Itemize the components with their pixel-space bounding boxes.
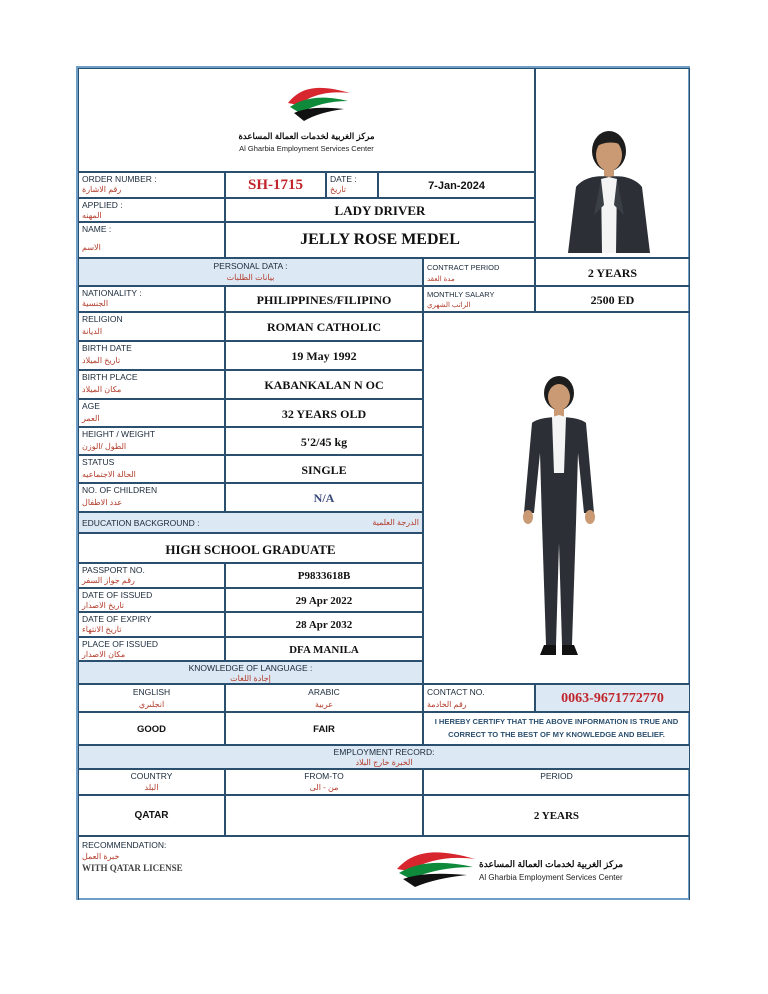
application-form	[76, 66, 690, 900]
height-weight-label-ar: الطول /الوزن	[82, 442, 127, 451]
date-expiry-label-ar: تاريخ الانتهاء	[82, 625, 122, 634]
date-issued-label-ar: تاريخ الاصدار	[82, 601, 125, 610]
birth-place-value: KABANKALAN N OC	[264, 378, 384, 392]
country-label-ar: البلد	[144, 783, 159, 792]
birth-date-label-ar: تاريخ الميلاد	[82, 356, 121, 365]
age-value: 32 YEARS OLD	[281, 407, 367, 421]
passport-label-cell	[78, 637, 225, 661]
footer-logo-english-text: Al Gharbia Employment Services Center	[479, 873, 623, 882]
place-issued-label-ar: مكان الاصدار	[82, 650, 126, 659]
religion-value: ROMAN CATHOLIC	[266, 320, 382, 334]
passport-label-cell	[78, 588, 225, 612]
date-expiry-value: 28 Apr 2032	[295, 619, 353, 631]
certification-cell	[423, 712, 690, 745]
recommendation-label: RECOMMENDATION:	[82, 840, 167, 850]
logo-english-text: Al Gharbia Employment Services Center	[239, 144, 374, 153]
fromto-label-ar: من - الى	[309, 783, 339, 792]
place-issued-value: DFA MANILA	[289, 644, 359, 656]
passport-value-cell	[225, 612, 423, 637]
name-label-ar: الاسم	[82, 243, 101, 252]
period-header-cell	[423, 769, 690, 795]
height-weight-value: 5'2/45 kg	[300, 435, 348, 449]
employment-country-value: QATAR	[134, 810, 169, 821]
period-label: PERIOD	[540, 771, 573, 781]
children-label: NO. OF CHILDREN	[82, 485, 158, 495]
company-logo-icon	[284, 83, 354, 125]
date-issued-value: 29 Apr 2022	[295, 595, 353, 607]
salary-label: MONTHLY SALARY	[427, 290, 495, 299]
education-label-ar: الدرجة العلمية	[372, 518, 419, 527]
certification-line-1: I HEREBY CERTIFY THAT THE ABOVE INFORMATION IS TRUE AND	[434, 717, 679, 726]
salary-value-cell	[535, 286, 690, 312]
language-label: KNOWLEDGE OF LANGUAGE :	[188, 663, 313, 673]
table-row	[78, 795, 225, 836]
english-value: GOOD	[136, 724, 167, 735]
salary-label-ar: الراتب الشهري	[427, 302, 471, 309]
age-label-ar: العمر	[82, 414, 100, 423]
applied-value: LADY DRIVER	[334, 203, 426, 218]
arabic-label: ARABIC	[308, 687, 340, 697]
recommendation-cell	[78, 836, 690, 900]
name-label: NAME :	[82, 224, 112, 234]
age-label: AGE	[82, 401, 100, 411]
education-header	[78, 512, 423, 533]
table-row	[423, 795, 690, 836]
religion-label-ar: الديانة	[82, 327, 103, 336]
field-value-cell	[225, 399, 423, 427]
passport-value-cell	[225, 588, 423, 612]
passport-no-label: PASSPORT NO.	[82, 565, 145, 575]
arabic-value-cell	[225, 712, 423, 745]
height-weight-label: HEIGHT / WEIGHT	[82, 429, 156, 439]
english-header-cell	[78, 684, 225, 712]
field-value-cell	[225, 341, 423, 370]
language-label-ar: إجادة اللغات	[230, 674, 271, 683]
order-number-value: SH-1715	[247, 177, 303, 193]
education-value-cell	[78, 533, 423, 563]
order-number-label-ar: رقم الاشارة	[82, 185, 122, 194]
nationality-label: NATIONALITY :	[82, 288, 142, 298]
recommendation-value: WITH QATAR LICENSE	[82, 863, 183, 873]
footer-logo-arabic-text: مركز الغربية لخدمات العمالة المساعدة	[479, 859, 624, 869]
contract-value-cell	[535, 258, 690, 286]
applicant-photo-portrait	[554, 125, 664, 253]
date-label: DATE :	[330, 174, 357, 184]
english-label-ar: انجلىري	[138, 700, 165, 709]
contract-label-ar: مدة العقد	[427, 276, 455, 283]
order-number-label-cell	[78, 172, 225, 198]
status-value: SINGLE	[301, 463, 347, 477]
field-value-cell	[225, 312, 423, 341]
personal-data-header	[78, 258, 423, 286]
recommendation-label-ar: خبرة العمل	[82, 852, 120, 861]
applied-value-cell	[225, 198, 535, 222]
field-label-cell	[78, 455, 225, 483]
personal-data-label-ar: بيانات الطلبات	[226, 273, 275, 282]
employment-label-ar: الخبرة خارج البلاد	[355, 758, 413, 767]
status-label-ar: الحالة الاجتماعيه	[82, 470, 136, 479]
employment-label: EMPLOYMENT RECORD:	[333, 747, 435, 757]
date-expiry-label: DATE OF EXPIRY	[82, 614, 152, 624]
arabic-label-ar: عربية	[314, 700, 334, 709]
date-label-ar: تاريخ	[330, 185, 346, 194]
date-issued-label: DATE OF ISSUED	[82, 590, 153, 600]
field-value-cell	[225, 427, 423, 455]
field-label-cell	[78, 427, 225, 455]
fromto-header-cell	[225, 769, 423, 795]
field-value-cell	[225, 483, 423, 512]
field-value-cell	[225, 286, 423, 312]
passport-value-cell	[225, 563, 423, 588]
passport-no-label-ar: رقم جواز السفر	[82, 576, 135, 585]
date-value-cell	[378, 172, 535, 198]
field-label-cell	[78, 312, 225, 341]
country-label: COUNTRY	[130, 771, 173, 781]
country-header-cell	[78, 769, 225, 795]
applicant-photo-full-body	[504, 373, 614, 673]
logo-arabic-text: مركز الغربية لخدمات العمالة المساعدة	[238, 131, 375, 141]
field-label-cell	[78, 286, 225, 312]
salary-value: 2500 ED	[590, 293, 635, 307]
field-label-cell	[78, 370, 225, 399]
passport-label-cell	[78, 612, 225, 637]
english-value-cell	[78, 712, 225, 745]
contact-value-cell	[535, 684, 690, 712]
order-number-value-cell	[225, 172, 326, 198]
footer-logo-icon	[393, 847, 479, 891]
contact-value: 0063-9671772770	[561, 691, 664, 706]
birth-date-label: BIRTH DATE	[82, 343, 132, 353]
employment-header	[78, 745, 690, 769]
birth-place-label: BIRTH PLACE	[82, 372, 138, 382]
applied-label-cell	[78, 198, 225, 222]
contract-label: CONTRACT PERIOD	[427, 263, 500, 272]
field-value-cell	[225, 370, 423, 399]
certification-line-2: CORRECT TO THE BEST OF MY KNOWLEDGE AND BELIEF.	[448, 730, 665, 739]
field-label-cell	[78, 399, 225, 427]
date-label-cell	[326, 172, 378, 198]
contact-label-cell	[423, 684, 535, 712]
contract-value: 2 YEARS	[587, 266, 638, 280]
applied-label-ar: المهنه	[82, 211, 102, 220]
passport-label-cell	[78, 563, 225, 588]
name-value: JELLY ROSE MEDEL	[300, 231, 460, 248]
contact-label: CONTACT NO.	[427, 687, 485, 697]
contact-label-ar: رقم الخادمة	[427, 700, 467, 709]
arabic-value: FAIR	[313, 724, 335, 735]
religion-label: RELIGION	[82, 314, 123, 324]
field-label-cell	[78, 341, 225, 370]
education-value: HIGH SCHOOL GRADUATE	[165, 542, 336, 557]
photo-cell-full	[423, 312, 690, 684]
field-label-cell	[78, 483, 225, 512]
fromto-label: FROM-TO	[304, 771, 344, 781]
date-value: 7-Jan-2024	[428, 180, 485, 192]
children-label-ar: عدد الاطفال	[82, 498, 123, 507]
birth-place-label-ar: مكان الميلاد	[82, 385, 122, 394]
header-logo-cell	[78, 68, 535, 172]
nationality-value: PHILIPPINES/FILIPINO	[256, 293, 392, 307]
personal-data-label: PERSONAL DATA :	[213, 261, 288, 271]
order-number-label: ORDER NUMBER :	[82, 174, 157, 184]
status-label: STATUS	[82, 457, 115, 467]
salary-label-cell	[423, 286, 535, 312]
applied-label: APPLIED :	[82, 200, 123, 210]
field-value-cell	[225, 455, 423, 483]
employment-period-value: 2 YEARS	[533, 810, 580, 822]
table-row	[225, 795, 423, 836]
name-label-cell	[78, 222, 225, 258]
english-label: ENGLISH	[132, 687, 171, 697]
language-header	[78, 661, 423, 684]
passport-value-cell	[225, 637, 423, 661]
name-value-cell	[225, 222, 535, 258]
children-value: N/A	[313, 491, 335, 505]
place-issued-label: PLACE OF ISSUED	[82, 639, 159, 649]
nationality-label-ar: الجنسية	[82, 299, 109, 308]
birth-date-value: 19 May 1992	[291, 349, 357, 363]
contract-label-cell	[423, 258, 535, 286]
education-label: EDUCATION BACKGROUND :	[82, 518, 200, 528]
photo-cell-top	[535, 68, 690, 258]
passport-no-value: P9833618B	[297, 570, 351, 582]
arabic-header-cell	[225, 684, 423, 712]
